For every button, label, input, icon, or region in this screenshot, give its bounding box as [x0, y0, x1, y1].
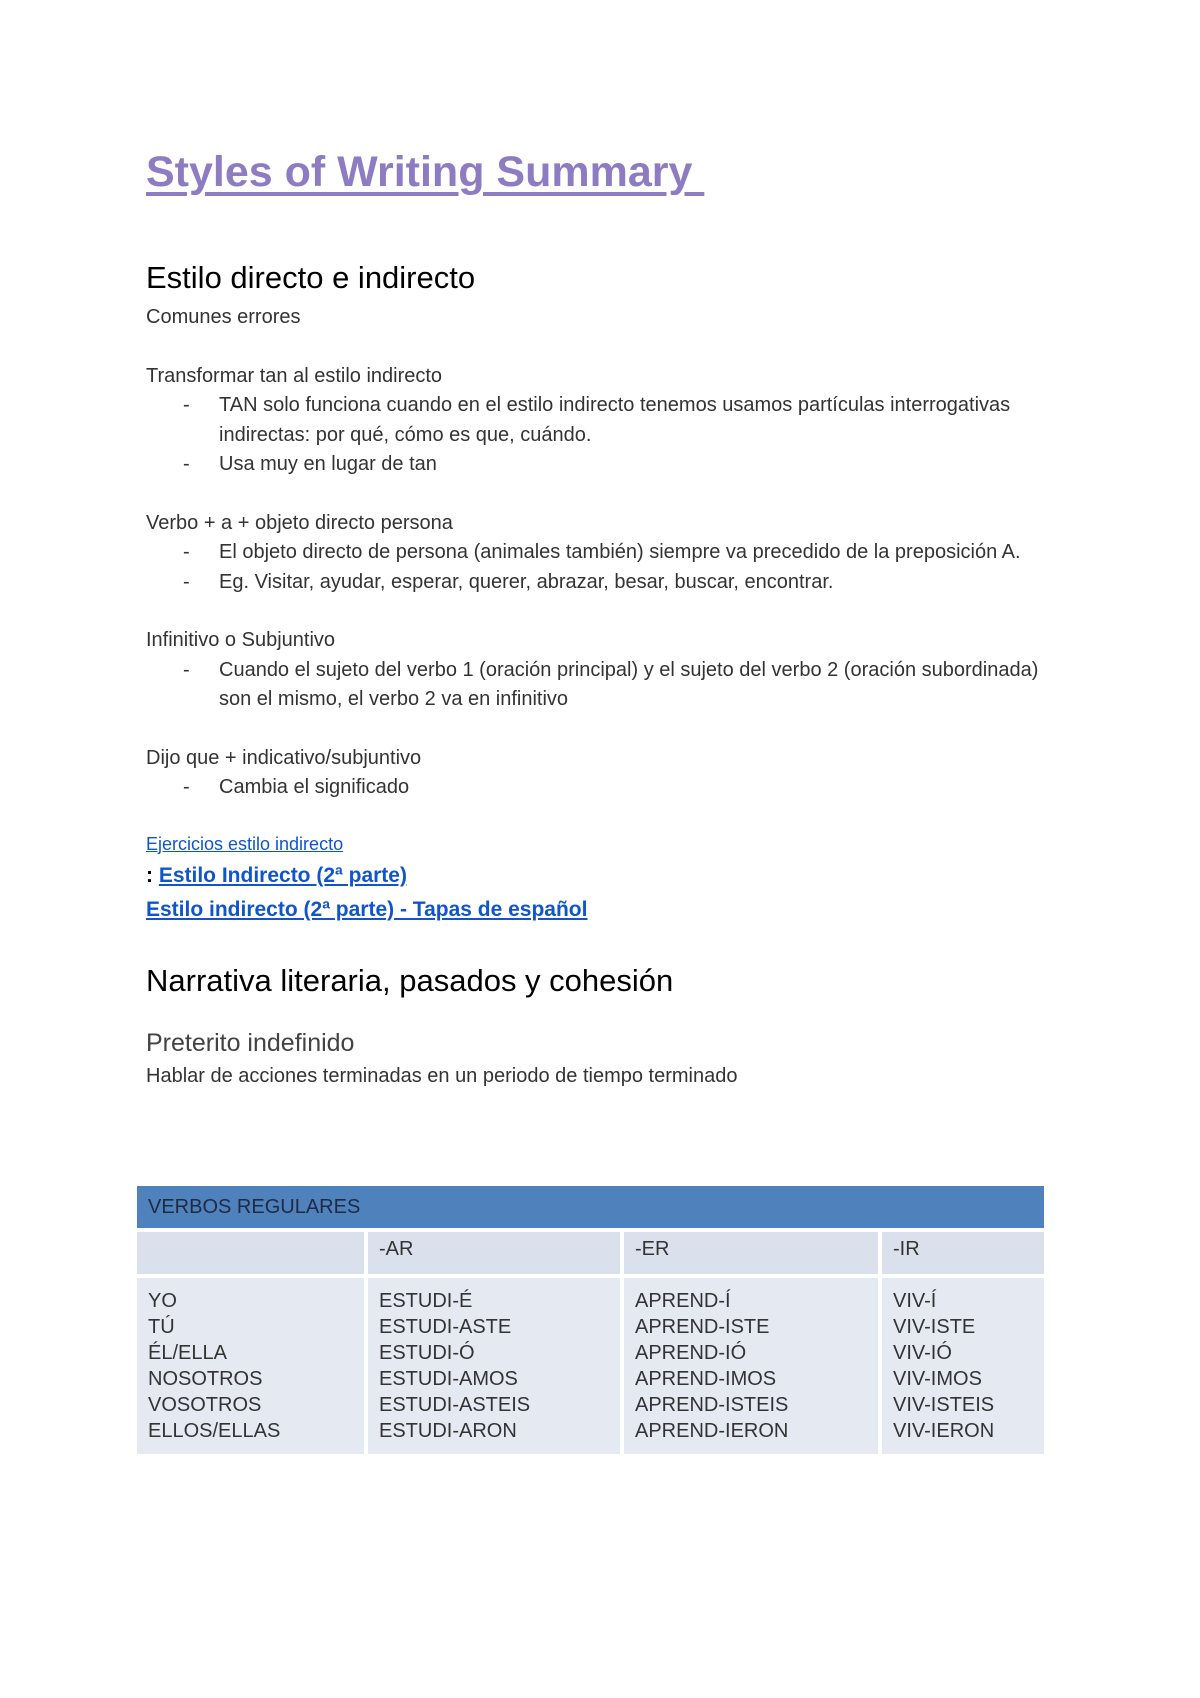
- table-header-row: [137, 1232, 1044, 1274]
- cell-line: APREND-ISTEIS: [635, 1394, 789, 1416]
- table-caption: VERBOS REGULARES: [137, 1186, 1044, 1228]
- cell-line: NOSOTROS: [148, 1368, 263, 1390]
- cell-line: ÉL/ELLA: [148, 1342, 227, 1364]
- table-caption-row: [137, 1186, 1044, 1228]
- bullet-dash: -: [183, 658, 190, 681]
- group-label: Verbo + a + objeto directo persona: [146, 511, 453, 534]
- document-page: [146, 140, 1056, 1091]
- section-heading-narrativa: Narrativa literaria, pasados y cohesión: [146, 962, 674, 998]
- spacer: [146, 927, 1056, 961]
- table-header-cell: -IR: [882, 1232, 1044, 1274]
- link-line-tapas: [146, 893, 1056, 927]
- bullet-text: TAN solo funciona cuando en el estilo indirecto tenemos usamos partículas interrogativas indirectas: por qué, cómo es que, cuándo.: [219, 394, 1011, 446]
- bullet-list: [146, 656, 1056, 715]
- cell-line: ELLOS/ELLAS: [148, 1420, 281, 1442]
- table-cell-ir: [882, 1278, 1044, 1454]
- cell-line: ESTUDI-ASTE: [379, 1316, 512, 1338]
- cell-line: ESTUDI-ARON: [379, 1420, 517, 1442]
- cell-line: APREND-IMOS: [635, 1368, 777, 1390]
- cell-line: VIV-IÓ: [893, 1342, 952, 1364]
- table-cell-ar: [368, 1278, 620, 1454]
- link-tapas-de-espanol[interactable]: Estilo indirecto (2ª parte) - Tapas de español: [146, 897, 588, 921]
- link-line-estilo-2: [146, 859, 1056, 893]
- link-estilo-indirecto-2[interactable]: Estilo Indirecto (2ª parte): [158, 863, 407, 887]
- bullet-text: Cuando el sujeto del verbo 1 (oración principal) y el sujeto del verbo 2 (oración subordinada) son el mismo, el verbo 2 va en infinitivo: [219, 658, 1039, 710]
- table-cell-er: [624, 1278, 878, 1454]
- cell-line: APREND-IÓ: [635, 1342, 747, 1364]
- group-label: Transformar tan al estilo indirecto: [146, 364, 443, 387]
- bullet-item: [183, 568, 1056, 598]
- spacer: [146, 333, 1056, 362]
- cell-line: VIV-ISTE: [893, 1316, 976, 1338]
- table-header-cell: -ER: [624, 1232, 878, 1274]
- cell-line: ESTUDI-É: [379, 1290, 473, 1312]
- spacer: [146, 1001, 1056, 1026]
- spacer: [146, 597, 1056, 626]
- spacer: [146, 480, 1056, 509]
- spacer: [146, 204, 1056, 258]
- link-prefix: :: [146, 863, 159, 887]
- bullet-list: [146, 773, 1056, 803]
- table-header-cell: [137, 1232, 364, 1274]
- group-label: Infinitivo o Subjuntivo: [146, 629, 336, 651]
- cell-line: VIV-IERON: [893, 1420, 995, 1442]
- table-cell-pronouns: [137, 1278, 364, 1454]
- bullet-item: [183, 656, 1056, 715]
- bullet-dash: -: [183, 394, 190, 416]
- intro-text: Comunes errores: [146, 306, 301, 328]
- bullet-dash: -: [183, 570, 190, 593]
- bullet-item: [183, 538, 1056, 568]
- verbs-table: [133, 1182, 1048, 1458]
- bullet-item: [183, 450, 1056, 480]
- cell-line: VIV-Í: [893, 1290, 937, 1312]
- cell-line: APREND-Í: [635, 1290, 731, 1312]
- document-title: Styles of Writing Summary: [146, 148, 705, 196]
- bullet-dash: -: [183, 541, 190, 563]
- bullet-text: Usa muy en lugar de tan: [219, 453, 437, 475]
- section-heading-estilo: Estilo directo e indirecto: [146, 260, 476, 295]
- cell-line: APREND-IERON: [635, 1420, 789, 1442]
- cell-line: TÚ: [148, 1316, 175, 1338]
- cell-line: ESTUDI-Ó: [379, 1342, 475, 1364]
- cell-line: APREND-ISTE: [635, 1316, 770, 1338]
- table-row: [137, 1278, 1044, 1454]
- cell-line: VIV-ISTEIS: [893, 1394, 995, 1416]
- bullet-list: [146, 391, 1056, 480]
- link-ejercicios-estilo-indirecto[interactable]: Ejercicios estilo indirecto: [146, 833, 344, 854]
- spacer: [146, 803, 1056, 829]
- bullet-text: Eg. Visitar, ayudar, esperar, querer, abrazar, besar, buscar, encontrar.: [219, 570, 834, 593]
- cell-line: VIV-IMOS: [893, 1368, 982, 1390]
- bullet-text: El objeto directo de persona (animales también) siempre va precedido de la preposición A.: [219, 541, 1021, 563]
- table-header-cell: -AR: [368, 1232, 620, 1274]
- bullet-list: [146, 538, 1056, 597]
- subheading-preterito: Preterito indefinido: [146, 1028, 355, 1057]
- cell-line: ESTUDI-AMOS: [379, 1368, 518, 1390]
- bullet-dash: -: [183, 453, 190, 475]
- spacer: [146, 715, 1056, 744]
- preterito-description: Hablar de acciones terminadas en un periodo de tiempo terminado: [146, 1064, 738, 1087]
- group-label: Dijo que + indicativo/subjuntivo: [146, 746, 422, 769]
- bullet-dash: -: [183, 776, 190, 798]
- bullet-item: [183, 391, 1056, 450]
- bullet-item: [183, 773, 1056, 803]
- cell-line: YO: [148, 1290, 177, 1312]
- bullet-text: Cambia el significado: [219, 776, 410, 798]
- cell-line: VOSOTROS: [148, 1394, 262, 1416]
- cell-line: ESTUDI-ASTEIS: [379, 1394, 531, 1416]
